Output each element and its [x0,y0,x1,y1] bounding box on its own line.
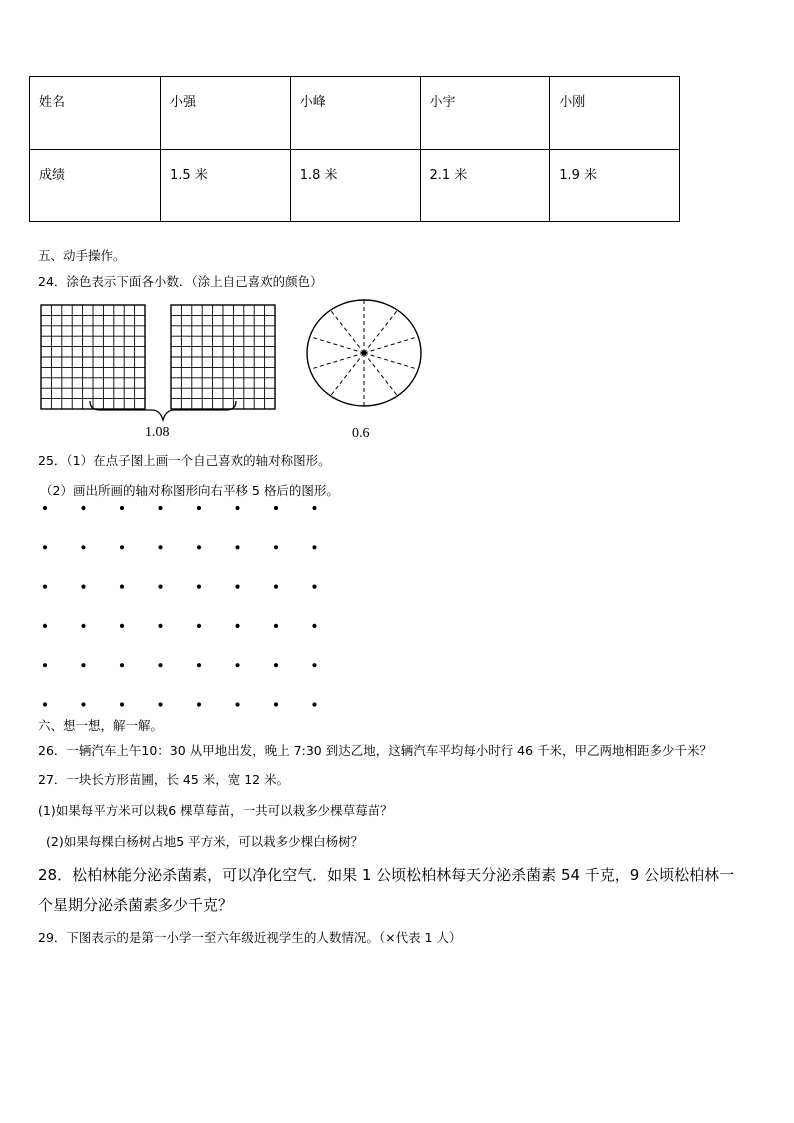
question-25-2: （2）画出所画的轴对称图形向右平移 5 格后的图形。 [40,483,339,498]
grid-dot[interactable] [274,702,278,706]
grid-dot[interactable] [43,506,47,510]
grid-dot[interactable] [274,506,278,510]
grid-dot[interactable] [43,585,47,589]
grid-dot[interactable] [197,702,201,706]
question-27-1: (1)如果每平方米可以栽6 棵草莓苗，一共可以栽多少棵草莓苗？ [38,803,393,818]
grid-dot[interactable] [158,585,162,589]
question-26: 26．一辆汽车上午10：30 从甲地出发，晚上 7:30 到达乙地，这辆汽车平均每小时行 46 千米，甲乙两地相距多少千米？ [38,743,713,758]
table-cell: 小峰 [290,77,420,150]
grid-dot[interactable] [81,624,85,628]
grid-dot[interactable] [235,663,239,667]
grid-dot[interactable] [274,663,278,667]
grid-dot[interactable] [81,585,85,589]
grid-dot[interactable] [274,545,278,549]
grid-dot[interactable] [43,624,47,628]
section-5-heading: 五、动手操作。 [38,248,126,263]
grid-dot[interactable] [312,702,316,706]
grid-dot[interactable] [312,585,316,589]
grid-dot[interactable] [158,624,162,628]
grid-dot[interactable] [197,545,201,549]
question-24: 24．涂色表示下面各小数．（涂上自己喜欢的颜色） [38,274,323,289]
grid-dot[interactable] [81,545,85,549]
table-cell: 小刚 [550,77,680,150]
grid-dot[interactable] [312,545,316,549]
table-cell: 1.8 米 [290,149,420,222]
grid-dot[interactable] [81,663,85,667]
table-cell: 小宇 [420,77,550,150]
grid-dot[interactable] [197,663,201,667]
grid-label: 1.08 [145,425,170,440]
circle-label: 0.6 [352,426,370,441]
grid-dot[interactable] [235,506,239,510]
question-27-2: (2)如果每棵白杨树占地5 平方米，可以栽多少棵白杨树？ [46,834,364,849]
table-cell: 成绩 [30,149,161,222]
grid-dot[interactable] [197,624,201,628]
question-28-line-1: 28．松柏林能分泌杀菌素，可以净化空气．如果 1 公顷松柏林每天分泌杀菌素 54 千克，9 公顷松柏林一 [38,866,735,884]
table-cell: 1.9 米 [550,149,680,222]
grid-dot[interactable] [120,585,124,589]
grid-dot[interactable] [274,585,278,589]
grid-dot[interactable] [120,702,124,706]
grid-dot[interactable] [120,663,124,667]
grid-dot[interactable] [197,506,201,510]
grid-dot[interactable] [312,663,316,667]
grid-dot[interactable] [120,506,124,510]
table-cell: 2.1 米 [420,149,550,222]
grid-dot[interactable] [158,663,162,667]
grid-dot[interactable] [312,624,316,628]
question-29: 29．下图表示的是第一小学一至六年级近视学生的人数情况。（×代表 1 人） [38,930,462,945]
grid-dot[interactable] [120,624,124,628]
question-27: 27．一块长方形苗圃，长 45 米，宽 12 米。 [38,772,290,787]
question-25-1: 25．（1）在点子图上画一个自己喜欢的轴对称图形。 [38,453,331,468]
table-cell: 姓名 [30,77,161,150]
grid-dot[interactable] [43,702,47,706]
section-6-heading: 六、想一想，解一解。 [38,718,164,733]
grid-dot[interactable] [43,663,47,667]
grid-dot[interactable] [312,506,316,510]
grid-dot[interactable] [158,702,162,706]
grid-dot[interactable] [81,506,85,510]
grid-dot[interactable] [43,545,47,549]
grid-dot[interactable] [235,585,239,589]
table-cell: 1.5 米 [161,149,291,222]
grid-dot[interactable] [120,545,124,549]
grid-dot[interactable] [274,624,278,628]
question-28-line-2: 个星期分泌杀菌素多少千克？ [38,896,234,914]
grid-dot[interactable] [197,585,201,589]
grid-dot[interactable] [158,506,162,510]
grid-dot[interactable] [235,545,239,549]
table-cell: 小强 [161,77,291,150]
grid-dot[interactable] [81,702,85,706]
grid-dot[interactable] [158,545,162,549]
grid-dot[interactable] [235,702,239,706]
grid-dot[interactable] [235,624,239,628]
